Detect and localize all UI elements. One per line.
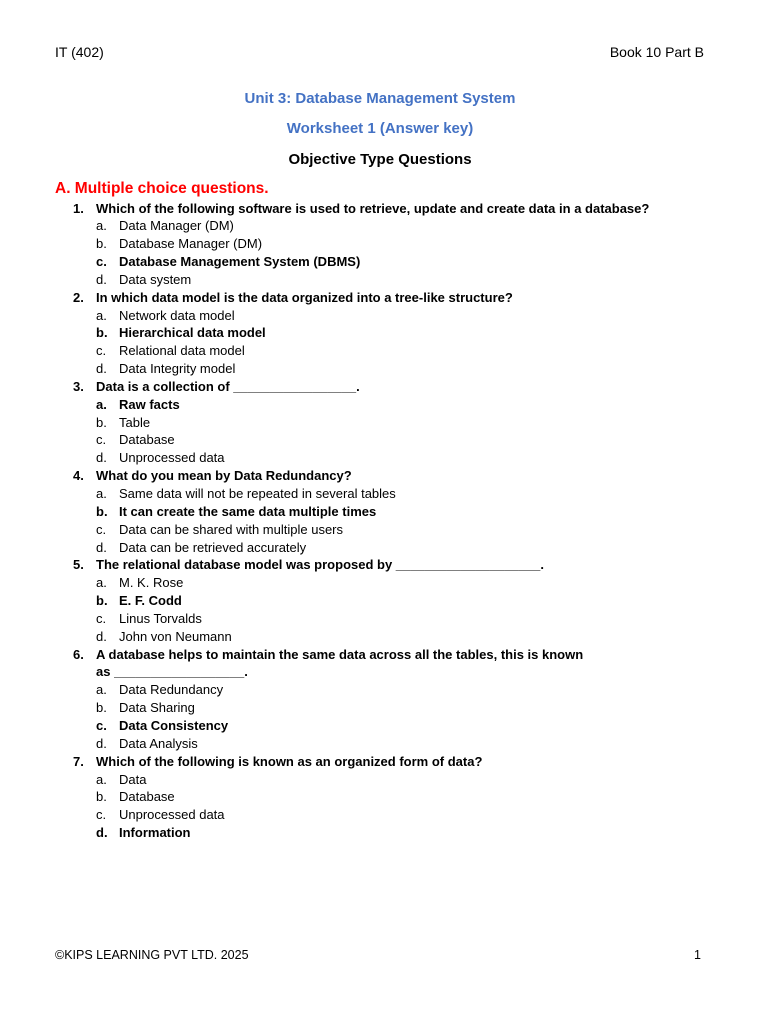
option-text: E. F. Codd bbox=[119, 593, 182, 609]
question-number: 4. bbox=[73, 468, 84, 484]
footer-copyright: ©KIPS LEARNING PVT LTD. 2025 bbox=[55, 948, 249, 962]
option-row-answer bbox=[0, 717, 768, 735]
question-row bbox=[0, 556, 768, 574]
question-number: 7. bbox=[73, 753, 84, 769]
worksheet-title: Worksheet 1 (Answer key) bbox=[286, 120, 474, 137]
option-letter: d. bbox=[96, 271, 107, 287]
option-row bbox=[0, 539, 768, 557]
option-letter: d. bbox=[96, 628, 107, 644]
option-letter: c. bbox=[96, 807, 107, 823]
option-letter: a. bbox=[96, 218, 107, 234]
question-number: 2. bbox=[73, 289, 84, 305]
option-row bbox=[0, 806, 768, 824]
option-text: It can create the same data multiple times bbox=[119, 503, 377, 519]
option-letter: a. bbox=[96, 575, 107, 591]
question-text-continued: as __________________. bbox=[96, 664, 248, 680]
question-number: 3. bbox=[73, 378, 84, 394]
option-row bbox=[0, 628, 768, 646]
objective-heading: Objective Type Questions bbox=[288, 151, 472, 168]
option-text: Data system bbox=[119, 271, 192, 287]
option-text: Database bbox=[119, 432, 175, 448]
option-letter: c. bbox=[96, 432, 107, 448]
question-text: Which of the following is known as an organized form of data? bbox=[96, 753, 483, 769]
option-row bbox=[0, 735, 768, 753]
option-letter: a. bbox=[96, 396, 107, 412]
option-letter: b. bbox=[96, 789, 107, 805]
header-subject-code: IT (402) bbox=[55, 44, 104, 60]
option-row-answer bbox=[0, 396, 768, 414]
option-text: Data Analysis bbox=[119, 735, 198, 751]
question-text: In which data model is the data organized into a tree-like structure? bbox=[96, 289, 513, 305]
option-letter: d. bbox=[96, 361, 107, 377]
option-row bbox=[0, 360, 768, 378]
option-row bbox=[0, 342, 768, 360]
option-text: Raw facts bbox=[119, 396, 180, 412]
option-row bbox=[0, 699, 768, 717]
question-text: The relational database model was proposed by ____________________. bbox=[96, 557, 545, 573]
option-row bbox=[0, 771, 768, 789]
option-text: Data Consistency bbox=[119, 717, 229, 733]
option-row-answer bbox=[0, 824, 768, 842]
question-number: 1. bbox=[73, 200, 84, 216]
option-row bbox=[0, 271, 768, 289]
option-row bbox=[0, 485, 768, 503]
option-letter: c. bbox=[96, 254, 107, 270]
option-row bbox=[0, 681, 768, 699]
option-text: Hierarchical data model bbox=[119, 325, 266, 341]
option-letter: a. bbox=[96, 771, 107, 787]
question-text: What do you mean by Data Redundancy? bbox=[96, 468, 352, 484]
option-text: Data Redundancy bbox=[119, 682, 224, 698]
option-text: Database bbox=[119, 789, 175, 805]
option-row-answer bbox=[0, 503, 768, 521]
option-row bbox=[0, 431, 768, 449]
question-row bbox=[0, 200, 768, 218]
option-letter: b. bbox=[96, 503, 108, 519]
option-text: John von Neumann bbox=[119, 628, 232, 644]
question-text: Data is a collection of _________________. bbox=[96, 378, 360, 394]
question-number: 6. bbox=[73, 646, 84, 662]
option-text: Data Manager (DM) bbox=[119, 218, 234, 234]
option-letter: d. bbox=[96, 735, 107, 751]
option-letter: b. bbox=[96, 236, 107, 252]
option-row bbox=[0, 610, 768, 628]
option-text: Database Management System (DBMS) bbox=[119, 254, 361, 270]
option-row bbox=[0, 235, 768, 253]
option-letter: c. bbox=[96, 521, 107, 537]
option-text: Data Integrity model bbox=[119, 361, 236, 377]
option-letter: d. bbox=[96, 450, 107, 466]
option-text: Relational data model bbox=[119, 343, 245, 359]
option-text: Information bbox=[119, 825, 191, 841]
option-letter: a. bbox=[96, 307, 107, 323]
option-row-answer bbox=[0, 253, 768, 271]
footer-page-number: 1 bbox=[694, 948, 701, 962]
question-row bbox=[0, 289, 768, 307]
option-text: Data can be shared with multiple users bbox=[119, 521, 344, 537]
option-letter: b. bbox=[96, 325, 108, 341]
question-row-continued bbox=[0, 663, 768, 681]
option-row bbox=[0, 574, 768, 592]
option-text: Data Sharing bbox=[119, 700, 195, 716]
option-letter: c. bbox=[96, 717, 107, 733]
question-text: A database helps to maintain the same data across all the tables, this is known bbox=[96, 646, 584, 662]
question-row bbox=[0, 753, 768, 771]
option-text: Data bbox=[119, 771, 147, 787]
header-book-part: Book 10 Part B bbox=[609, 44, 704, 60]
option-letter: b. bbox=[96, 414, 107, 430]
option-text: M. K. Rose bbox=[119, 575, 184, 591]
option-letter: b. bbox=[96, 700, 107, 716]
option-row-answer bbox=[0, 324, 768, 342]
question-list bbox=[0, 200, 768, 842]
option-letter: a. bbox=[96, 486, 107, 501]
option-letter: b. bbox=[96, 593, 108, 609]
option-letter: d. bbox=[96, 539, 107, 555]
section-heading: A. Multiple choice questions. bbox=[55, 180, 269, 197]
option-text: Unprocessed data bbox=[119, 450, 225, 466]
option-text: Data can be retrieved accurately bbox=[119, 539, 307, 555]
option-letter: c. bbox=[96, 610, 107, 626]
option-text: Database Manager (DM) bbox=[119, 236, 263, 252]
option-text: Same data will not be repeated in several tables bbox=[119, 486, 396, 501]
question-text: Which of the following software is used to retrieve, update and create data in a database? bbox=[96, 200, 650, 216]
option-text: Table bbox=[119, 414, 151, 430]
option-text: Unprocessed data bbox=[119, 807, 225, 823]
option-text: Linus Torvalds bbox=[119, 610, 202, 626]
option-row bbox=[0, 414, 768, 432]
option-text: Network data model bbox=[119, 307, 235, 323]
option-row bbox=[0, 788, 768, 806]
question-row bbox=[0, 378, 768, 396]
option-row bbox=[0, 521, 768, 539]
option-row bbox=[0, 449, 768, 467]
option-letter: c. bbox=[96, 343, 107, 359]
question-row bbox=[0, 646, 768, 664]
option-letter: d. bbox=[96, 825, 108, 841]
option-row bbox=[0, 307, 768, 325]
option-row-answer bbox=[0, 592, 768, 610]
option-row bbox=[0, 217, 768, 235]
question-row bbox=[0, 467, 768, 485]
option-letter: a. bbox=[96, 682, 107, 698]
question-number: 5. bbox=[73, 557, 84, 573]
unit-title: Unit 3: Database Management System bbox=[244, 90, 516, 107]
